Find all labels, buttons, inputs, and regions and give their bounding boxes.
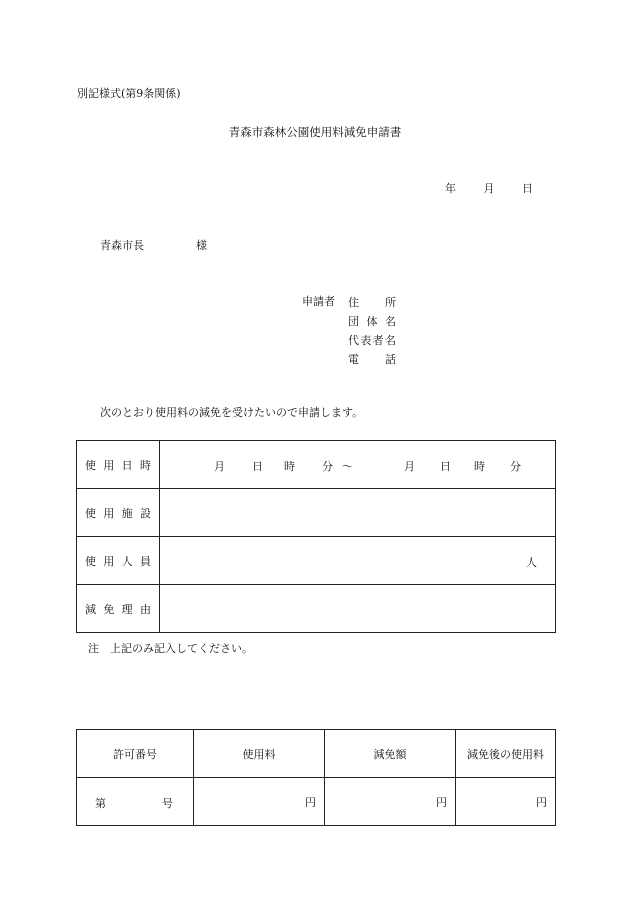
applicant-group-label: 団体名 [348,315,396,328]
usage-facility-value [160,489,556,537]
addressee-name: 青森市長 [100,239,144,252]
addressee [100,237,207,253]
end-minute: 分 [510,460,521,473]
permit-header-row [77,730,556,778]
people-unit: 人 [526,556,537,569]
date-line [445,180,533,196]
end-month: 月 [404,460,415,473]
permit-number-header: 許可番号 [77,730,194,778]
permit-number-value [77,778,194,826]
date-month: 月 [483,182,495,195]
usage-reason-label: 減免理由 [85,602,151,616]
applicant-representative-label: 代表者名 [348,334,396,347]
note: 注 上記のみ記入してください。 [88,642,253,655]
form-reference: 別記様式(第9条関係) [77,87,181,100]
permit-number-suffix: 号 [162,797,173,810]
usage-people-value [160,537,556,585]
date-day: 日 [522,182,533,195]
applicant-fields [348,293,396,369]
start-hour: 時 [284,460,295,473]
fee-after-reduction-value: 円 [456,778,556,826]
fee-after-reduction-header: 減免後の使用料 [456,730,556,778]
usage-reason-row [77,585,556,633]
request-statement: 次のとおり使用料の減免を受けたいので申請します。 [100,406,364,419]
applicant-phone-label: 電 話 [348,353,396,366]
end-hour: 時 [474,460,485,473]
addressee-honorific: 様 [196,239,207,252]
applicant-label: 申請者 [302,295,335,308]
usage-fee-header: 使用料 [194,730,325,778]
permit-number-prefix: 第 [95,797,106,810]
start-month: 月 [214,460,225,473]
usage-people-label: 使用人員 [85,554,151,568]
permit-value-row [77,778,556,826]
reduction-amount-value: 円 [325,778,456,826]
start-day: 日 [252,460,263,473]
usage-facility-row [77,489,556,537]
document-title: 青森市森林公園使用料減免申請書 [228,125,402,139]
permit-table [76,729,556,826]
end-day: 日 [440,460,451,473]
usage-date-row [77,441,556,489]
usage-people-row [77,537,556,585]
usage-facility-label: 使用施設 [85,506,151,520]
usage-table [76,440,556,633]
reduction-amount-header: 減免額 [325,730,456,778]
date-year: 年 [445,182,456,195]
applicant-address-label: 住 所 [348,296,396,309]
usage-date-label: 使用日時 [85,458,151,472]
range-tilde: 〜 [342,460,353,473]
usage-date-value [160,441,556,489]
start-minute: 分 [322,460,333,473]
usage-fee-value: 円 [194,778,325,826]
usage-reason-value [160,585,556,633]
